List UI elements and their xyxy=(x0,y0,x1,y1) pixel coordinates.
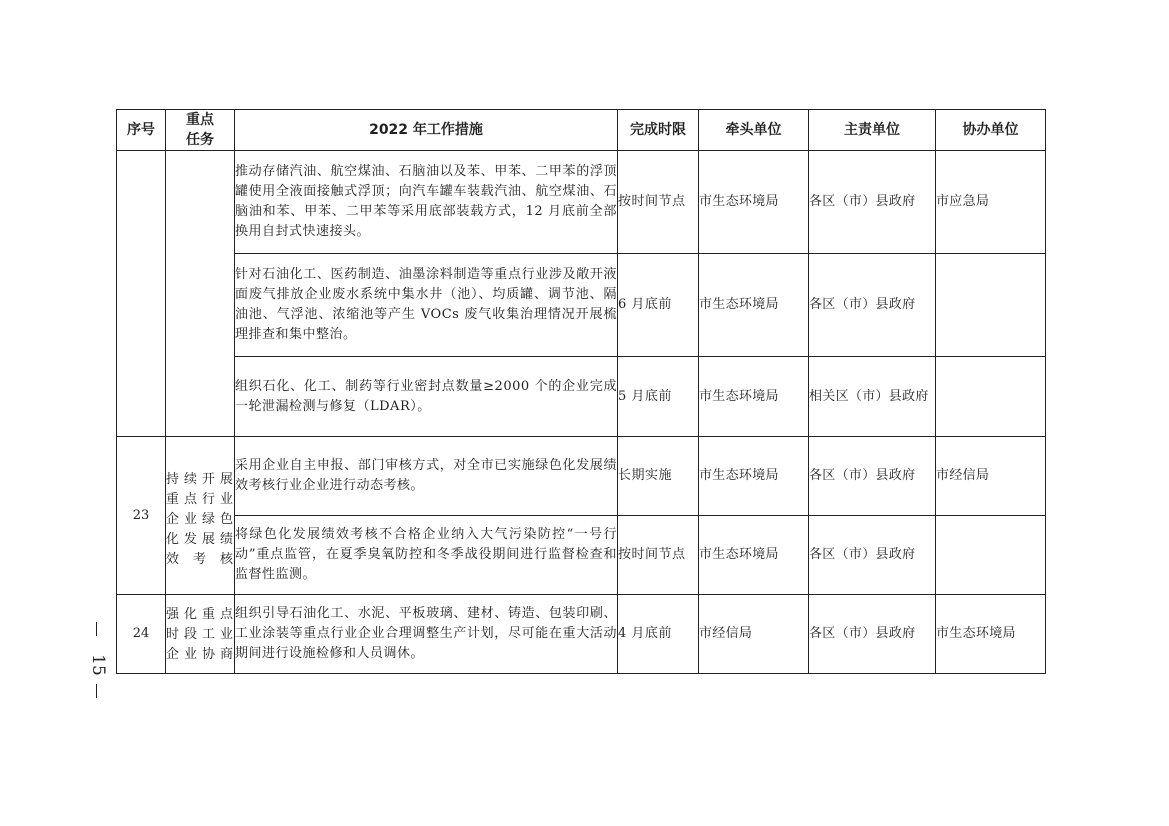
measure-cell: 组织引导石油化工、水泥、平板玻璃、建材、铸造、包装印刷、工业涂装等重点行业企业合理调整生产计划，尽可能在重大活动期间进行设施检修和人员调休。 xyxy=(235,595,618,674)
lead-cell: 市生态环境局 xyxy=(699,357,809,437)
header-main: 主责单位 xyxy=(809,110,936,151)
header-seq: 序号 xyxy=(117,110,166,151)
task-cell: 持续开展重点行业企业绿色化发展绩效考核 xyxy=(166,437,235,595)
assist-cell xyxy=(936,357,1046,437)
measure-cell: 推动存储汽油、航空煤油、石脑油以及苯、甲苯、二甲苯的浮顶罐使用全液面接触式浮顶；向汽车罐车装载汽油、航空煤油、石脑油和苯、甲苯、二甲苯等采用底部装载方式，12 月底前全部换用自封式快速接头。 xyxy=(235,151,618,254)
header-task xyxy=(166,110,235,151)
table-row xyxy=(117,254,1046,357)
page-number-dash-bottom xyxy=(96,684,97,698)
page-number-dash-top xyxy=(96,622,97,636)
assist-cell: 市应急局 xyxy=(936,151,1046,254)
table-row xyxy=(117,437,1046,516)
deadline-cell: 按时间节点 xyxy=(618,151,699,254)
lead-cell: 市生态环境局 xyxy=(699,516,809,595)
header-task-label: 重点任务 xyxy=(186,112,214,148)
header-measure: 2022 年工作措施 xyxy=(235,110,618,151)
deadline-cell: 6 月底前 xyxy=(618,254,699,357)
assist-cell: 市经信局 xyxy=(936,437,1046,516)
main-cell: 相关区（市）县政府 xyxy=(809,357,936,437)
lead-cell: 市经信局 xyxy=(699,595,809,674)
measure-cell: 将绿色化发展绩效考核不合格企业纳入大气污染防控“一号行动”重点监管，在夏季臭氧防控和冬季战役期间进行监督检查和监督性监测。 xyxy=(235,516,618,595)
measures-table xyxy=(116,109,1046,674)
main-cell: 各区（市）县政府 xyxy=(809,254,936,357)
deadline-cell: 4 月底前 xyxy=(618,595,699,674)
measure-cell: 针对石油化工、医药制造、油墨涂料制造等重点行业涉及敞开液面废气排放企业废水系统中集水井（池）、均质罐、调节池、隔油池、气浮池、浓缩池等产生 VOCs 废气收集治理情况开展梳理排查和集中整治。 xyxy=(235,254,618,357)
seq-cell: 24 xyxy=(117,595,166,674)
assist-cell: 市生态环境局 xyxy=(936,595,1046,674)
task-cell-empty xyxy=(166,151,235,437)
table-row xyxy=(117,516,1046,595)
assist-cell xyxy=(936,516,1046,595)
lead-cell: 市生态环境局 xyxy=(699,254,809,357)
page-number-label: 15 xyxy=(88,654,108,676)
main-cell: 各区（市）县政府 xyxy=(809,595,936,674)
main-cell: 各区（市）县政府 xyxy=(809,151,936,254)
main-cell: 各区（市）县政府 xyxy=(809,516,936,595)
deadline-cell: 长期实施 xyxy=(618,437,699,516)
table-row xyxy=(117,151,1046,254)
seq-cell: 23 xyxy=(117,437,166,595)
table-row xyxy=(117,357,1046,437)
task-cell: 强化重点时段工业企业协商 xyxy=(166,595,235,674)
assist-cell xyxy=(936,254,1046,357)
measure-cell: 采用企业自主申报、部门审核方式，对全市已实施绿色化发展绩效考核行业企业进行动态考核。 xyxy=(235,437,618,516)
lead-cell: 市生态环境局 xyxy=(699,151,809,254)
page-number xyxy=(82,622,112,702)
main-cell: 各区（市）县政府 xyxy=(809,437,936,516)
deadline-cell: 按时间节点 xyxy=(618,516,699,595)
lead-cell: 市生态环境局 xyxy=(699,437,809,516)
seq-cell-empty xyxy=(117,151,166,437)
header-assist: 协办单位 xyxy=(936,110,1046,151)
measure-cell: 组织石化、化工、制药等行业密封点数量≥2000 个的企业完成一轮泄漏检测与修复（LDAR）。 xyxy=(235,357,618,437)
deadline-cell: 5 月底前 xyxy=(618,357,699,437)
header-lead: 牵头单位 xyxy=(699,110,809,151)
header-deadline: 完成时限 xyxy=(618,110,699,151)
header-row xyxy=(117,110,1046,151)
table-row xyxy=(117,595,1046,674)
